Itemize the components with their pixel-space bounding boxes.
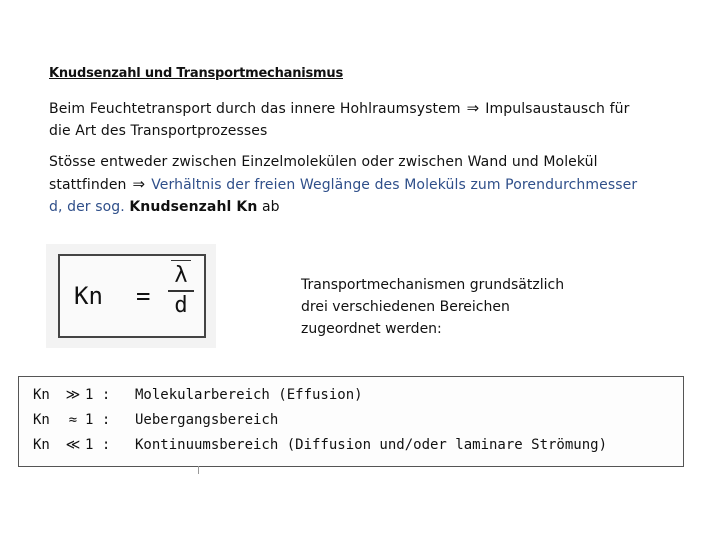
side-paragraph bbox=[301, 274, 601, 340]
para1-line2: die Art des Transportprozesses bbox=[49, 123, 268, 139]
side-line2: drei verschiedenen Bereichen bbox=[301, 299, 510, 315]
knudsenzahl-term: Knudsenzahl Kn bbox=[129, 199, 258, 215]
regime-operator: ≪ bbox=[65, 437, 81, 453]
regime-kn: Kn bbox=[33, 437, 50, 453]
knudsen-formula-image bbox=[46, 244, 216, 348]
table-row bbox=[33, 387, 363, 403]
fraction-bar bbox=[168, 290, 194, 292]
regime-table bbox=[18, 376, 684, 467]
para2-line2-a: stattfinden bbox=[49, 177, 127, 193]
formula-equals: = bbox=[136, 282, 151, 310]
formula-lhs: Kn bbox=[74, 282, 103, 310]
implies-arrow-icon: ⇒ bbox=[132, 175, 146, 193]
table-row bbox=[33, 412, 278, 428]
side-line1: Transportmechanismen grundsätzlich bbox=[301, 277, 565, 293]
regime-one: 1 : bbox=[85, 387, 111, 403]
formula-fraction bbox=[168, 260, 194, 319]
para1-line1-a: Beim Feuchtetransport durch das innere Hohlraumsystem bbox=[49, 101, 461, 117]
regime-description: Molekularbereich (Effusion) bbox=[135, 387, 363, 403]
regime-one: 1 : bbox=[85, 412, 111, 428]
para2-line2-b: Verhältnis der freien Weglänge des Moleküls zum Porendurchmesser bbox=[151, 177, 638, 193]
para2-line3-c: ab bbox=[261, 199, 280, 215]
regime-operator: ≫ bbox=[65, 387, 81, 403]
formula-denominator: d bbox=[174, 293, 188, 318]
para2-line1: Stösse entweder zwischen Einzelmolekülen oder zwischen Wand und Molekül bbox=[49, 154, 598, 170]
para2-line3-a: d, der sog. bbox=[49, 199, 125, 215]
regime-description: Kontinuumsbereich (Diffusion und/oder laminare Strömung) bbox=[135, 437, 608, 453]
regime-one: 1 : bbox=[85, 437, 111, 453]
formula-frame bbox=[58, 254, 206, 338]
page-title: Knudsenzahl und Transportmechanismus bbox=[49, 66, 343, 81]
table-row bbox=[33, 437, 607, 453]
regime-description: Uebergangsbereich bbox=[135, 412, 279, 428]
paragraph-feuchtetransport bbox=[49, 97, 699, 142]
scan-artifact-mark bbox=[198, 466, 199, 474]
side-line3: zugeordnet werden: bbox=[301, 321, 442, 337]
paragraph-stoesse bbox=[49, 151, 699, 218]
para1-line1-b: Impulsaustausch für bbox=[485, 101, 630, 117]
regime-kn: Kn bbox=[33, 387, 50, 403]
formula-numerator: λ bbox=[174, 263, 188, 288]
regime-kn: Kn bbox=[33, 412, 50, 428]
regime-operator: ≈ bbox=[68, 412, 78, 428]
implies-arrow-icon: ⇒ bbox=[466, 99, 480, 117]
